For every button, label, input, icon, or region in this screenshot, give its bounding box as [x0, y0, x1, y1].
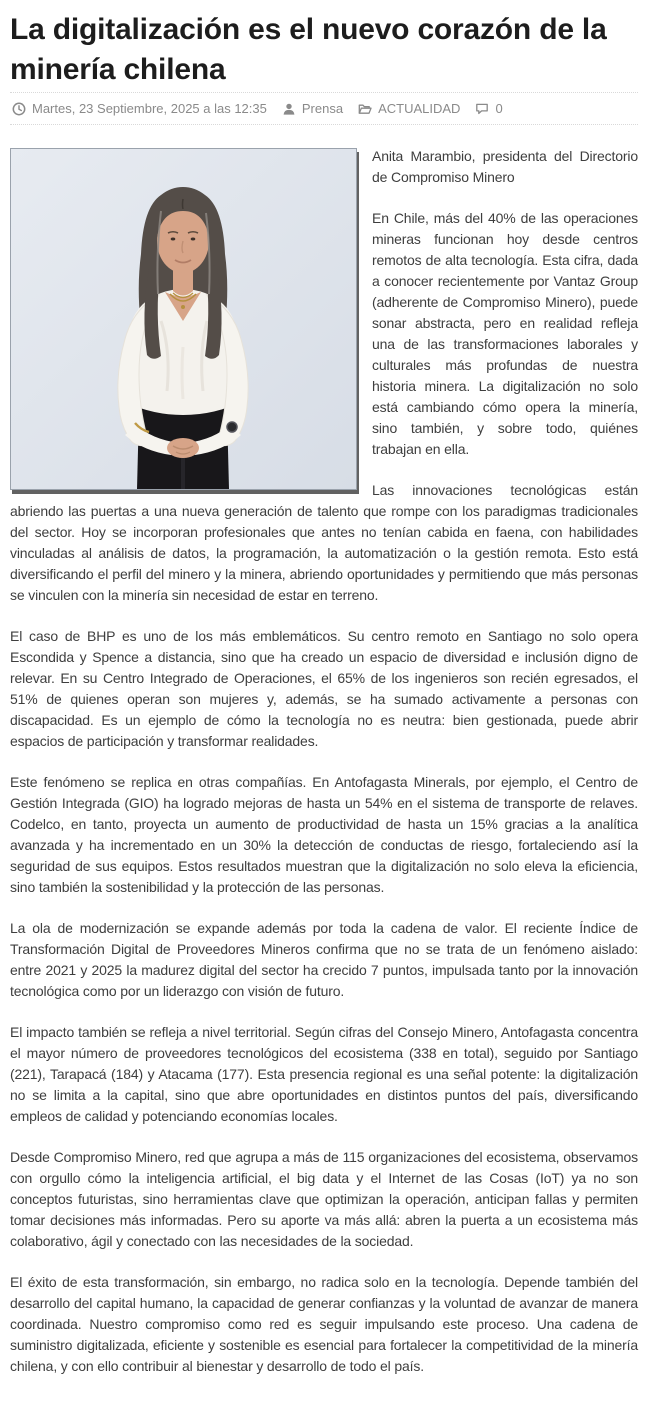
- user-icon: [282, 102, 296, 116]
- meta-date: [12, 101, 267, 116]
- page-title: La digitalización es el nuevo corazón de la minería chilena: [10, 13, 607, 86]
- article-paragraph: El impacto también se refleja a nivel territorial. Según cifras del Consejo Minero, Antofagasta concentra el mayor número de proveedores tecnológicos del ecosistema (338 en total), seguido por Santiago (221), Tarapacá (184) y Atacama (177). Esta presencia regional es una señal potente: la digitalización no se limita a la capital, sino que abre oportunidades en distintos puntos del país, diversificando empleos de calidad y potenciando economías locales.: [10, 1024, 638, 1124]
- article-paragraph: Las innovaciones tecnológicas están abriendo las puertas a una nueva generación de talento que rompe con los paradigmas tradicionales del sector. Hoy se incorporan profesionales que antes no tenían cabida en faena, con habilidades vinculadas al análisis de datos, la programación, la automatización o la gestión remota. Esto está diversificando el perfil del minero y la minera, abriendo oportunidades y permitiendo que más personas se vinculen con la minería sin necesidad de estar en terreno.: [10, 482, 638, 603]
- article-paragraph: Este fenómeno se replica en otras compañías. En Antofagasta Minerals, por ejemplo, el Centro de Gestión Integrada (GIO) ha logrado mejoras de hasta un 54% en el sistema de transporte de relaves. Codelco, en tanto, proyecta un aumento de productividad de hasta un 15% gracias a la analítica avanzada y ha incrementado en un 30% la detección de conductas de riesgo, fortaleciendo así la seguridad de sus equipos. Estos resultados muestran que la digitalización no solo eleva la eficiencia, sino también la sostenibilidad y la protección de las personas.: [10, 774, 638, 895]
- meta-date-label: Martes, 23 Septiembre, 2025 a las 12:35: [32, 101, 267, 116]
- meta-author-link[interactable]: [282, 101, 343, 116]
- meta-category-label: ACTUALIDAD: [378, 101, 461, 116]
- article-paragraph: En Chile, más del 40% de las operaciones mineras funcionan hoy desde centros remotos de alta tecnología. Esta cifra, dada a conocer recientemente por Vantaz Group (adherente de Compromiso Minero), puede sonar abstracta, pero en realidad refleja una de las transformaciones laborales y culturales más profundas de nuestra historia minera. La digitalización no solo está cambiando cómo opera la minería, sino también, y sobre todo, quiénes trabajan en ella.: [372, 210, 638, 457]
- portrait-photo: [10, 148, 357, 490]
- meta-author-label: Prensa: [301, 101, 344, 116]
- article-paragraph: Desde Compromiso Minero, red que agrupa a más de 115 organizaciones del ecosistema, observamos con orgullo cómo la inteligencia artificial, el big data y el Internet de las Cosas (IoT) ya no son conceptos futuristas, sino herramientas clave que optimizan la operación, anticipan fallas y permiten tomar decisiones más informadas. Pero su aporte va más allá: abren la puerta a un ecosistema más colaborativo, ágil y conectado con las necesidades de la sociedad.: [10, 1149, 638, 1249]
- photo-caption: Anita Marambio, presidenta del Directorio de Compromiso Minero: [372, 148, 638, 185]
- comment-icon: [475, 102, 489, 116]
- meta-comments-count: 0: [495, 101, 503, 116]
- clock-icon: [12, 102, 26, 116]
- article-meta-bar: [10, 92, 638, 125]
- article-paragraph: La ola de modernización se expande además por toda la cadena de valor. El reciente Índice de Transformación Digital de Proveedores Mineros confirma que no se trata de un fenómeno aislado: entre 2021 y 2025 la madurez digital del sector ha crecido 7 puntos, impulsada tanto por la innovación tecnológica como por un liderazgo con visión de futuro.: [10, 920, 638, 999]
- folder-open-icon: [358, 102, 372, 116]
- meta-comments-link[interactable]: [475, 101, 502, 116]
- portrait-illustration: [11, 149, 356, 489]
- article-body: [10, 146, 638, 1377]
- meta-category-link[interactable]: [358, 101, 460, 116]
- article-paragraph: El éxito de esta transformación, sin embargo, no radica solo en la tecnología. Depende también del desarrollo del capital humano, la capacidad de generar confianzas y la voluntad de avanzar de manera coordinada. Nuestro compromiso como red es seguir impulsando este proceso. Una cadena de suministro digitalizada, eficiente y sostenible es esencial para fortalecer la competitividad de la minería chilena, y con ello contribuir al bienestar y desarrollo de todo el país.: [10, 1274, 638, 1374]
- article-paragraph: El caso de BHP es uno de los más emblemáticos. Su centro remoto en Santiago no solo opera Escondida y Spence a distancia, sino que ha creado un espacio de diversidad e inclusión digno de relevar. En su Centro Integrado de Operaciones, el 65% de los ingenieros son recién egresados, el 51% de quienes operan son mujeres y, además, se ha sumado activamente a personas con discapacidad. Es un ejemplo de cómo la tecnología no es neutra: bien gestionada, puede abrir espacios de participación y transformar realidades.: [10, 628, 638, 749]
